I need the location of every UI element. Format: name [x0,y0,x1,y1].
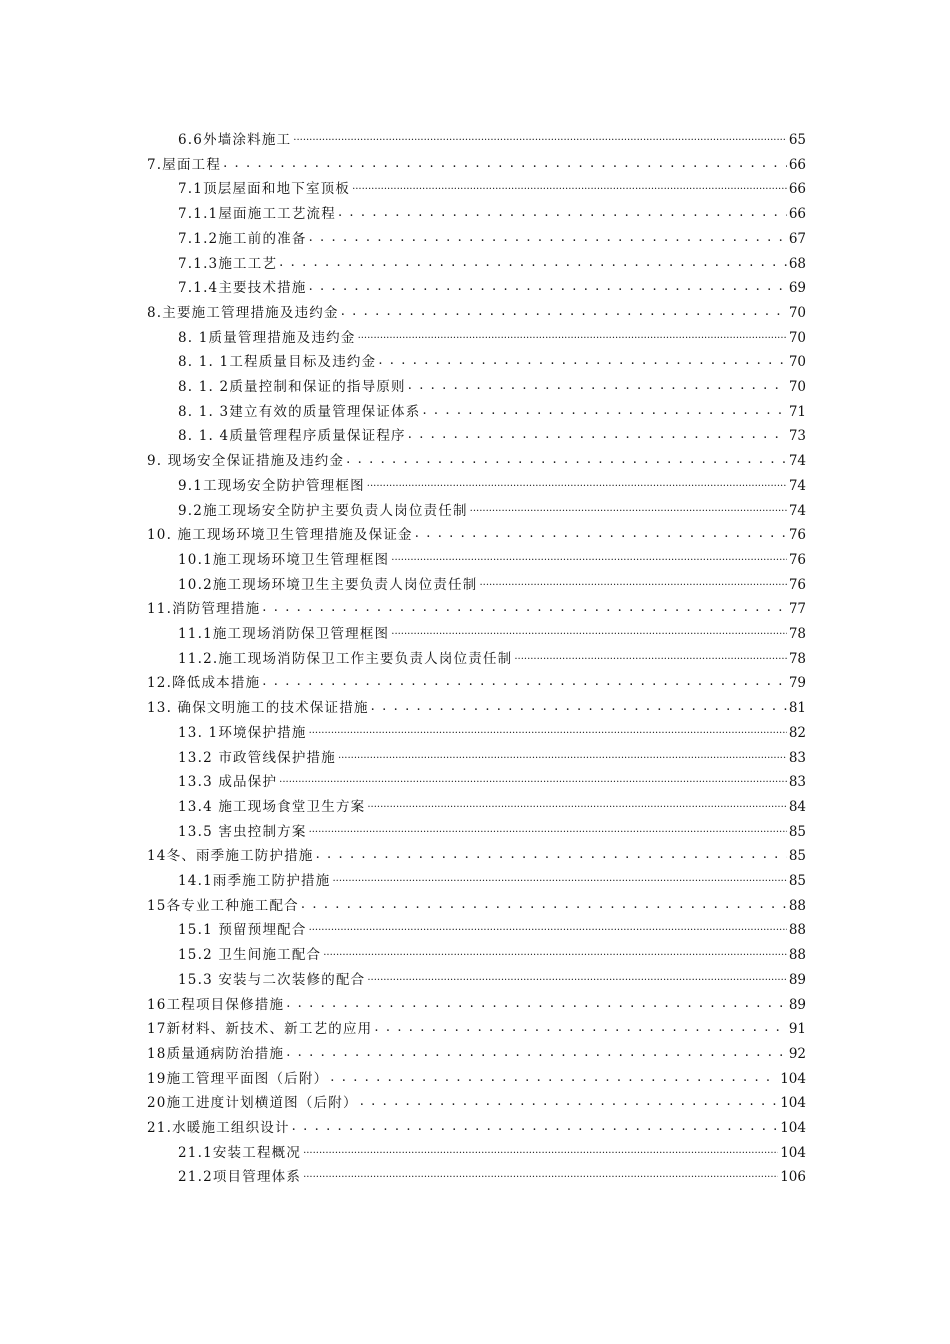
toc-entry-title: 8. 1. 4质量管理程序质量保证程序 [178,428,406,445]
toc-entry-title: 13.3 成品保护 [178,774,278,791]
toc-entry-page-number: 78 [788,650,806,667]
toc-entry-page-number: 66 [788,181,806,198]
toc-entry-page-number: 67 [788,230,806,247]
toc-dot-leader [309,726,787,738]
toc-entry-page-number: 70 [788,329,806,346]
toc-dot-leader [279,775,787,787]
toc-entry-page-number: 106 [780,1169,806,1186]
toc-entry-title: 13. 确保文明施工的技术保证措施 [147,700,369,717]
toc-entry-page-number: 66 [788,156,806,173]
toc-entry-title: 7.1.2施工前的准备 [178,230,307,247]
toc-entry-page-number: 70 [788,354,806,371]
toc-dot-leader [286,998,787,1010]
toc-entry[interactable] [147,519,806,543]
toc-dot-leader [367,479,787,491]
toc-entry-page-number: 88 [788,947,806,964]
toc-entry[interactable] [178,248,806,272]
toc-entry[interactable] [147,667,806,691]
toc-entry[interactable] [147,1013,806,1037]
toc-entry-title: 17新材料、新技术、新工艺的应用 [147,1021,373,1038]
toc-entry-page-number: 66 [788,206,806,223]
toc-entry-page-number: 85 [788,848,806,865]
toc-entry-title: 7.屋面工程 [147,156,222,173]
toc-entry-page-number: 89 [788,971,806,988]
toc-entry-page-number: 74 [788,453,806,470]
toc-entry-title: 15.2 卫生间施工配合 [178,947,322,964]
toc-entry[interactable] [178,223,806,247]
toc-entry-page-number: 70 [788,304,806,321]
toc-entry[interactable] [178,322,806,346]
toc-entry[interactable] [178,569,806,593]
toc-dot-leader [338,207,787,219]
toc-entry[interactable] [178,717,806,741]
toc-entry-page-number: 83 [788,774,806,791]
toc-entry-title: 14.1雨季施工防护措施 [178,873,331,889]
toc-entry[interactable] [178,914,806,938]
toc-dot-leader [332,874,786,886]
toc-entry-title: 15.3 安装与二次装修的配合 [178,971,366,988]
toc-entry[interactable] [178,865,806,889]
toc-entry-title: 13. 1环境保护措施 [178,724,307,741]
toc-entry[interactable] [147,1063,806,1087]
toc-entry-page-number: 83 [788,749,806,766]
toc-dot-leader [309,232,787,244]
toc-entry-page-number: 78 [788,626,806,642]
toc-entry[interactable] [147,1038,806,1062]
toc-entry-title: 13.2 市政管线保护措施 [178,749,336,766]
toc-dot-leader [303,1170,778,1182]
toc-entry-title: 10. 施工现场环境卫生管理措施及保证金 [147,527,413,544]
toc-entry-page-number: 77 [788,601,806,618]
toc-dot-leader [323,948,787,960]
toc-entry[interactable] [178,198,806,222]
toc-entry-page-number: 84 [788,798,806,815]
toc-dot-leader [286,1047,787,1059]
toc-dot-leader [367,800,786,812]
toc-dot-leader [470,504,787,516]
toc-entry[interactable] [147,297,806,321]
toc-entry-page-number: 76 [788,527,806,544]
toc-dot-leader [309,923,787,935]
toc-entry[interactable] [178,470,806,494]
toc-entry-title: 20施工进度计划横道图（后附） [147,1095,358,1112]
toc-dot-leader [408,380,787,392]
toc-entry-page-number: 69 [788,280,806,297]
toc-entry-title: 21.水暖施工组织设计 [147,1120,290,1136]
toc-dot-leader [346,454,787,466]
toc-entry-page-number: 68 [788,255,806,272]
toc-entry[interactable] [178,618,806,642]
toc-entry-title: 8. 1. 1工程质量目标及违约金 [178,354,377,371]
toc-entry-title: 14冬、雨季施工防护措施 [147,848,314,865]
toc-entry-title: 7.1.1屋面施工工艺流程 [178,206,336,223]
toc-dot-leader [391,627,787,639]
toc-entry-page-number: 104 [780,1120,806,1136]
toc-entry-title: 7.1.3施工工艺 [178,255,278,272]
toc-entry-title: 15.1 预留预埋配合 [178,922,307,939]
toc-entry-page-number: 76 [788,576,806,593]
toc-entry-title: 8. 1质量管理措施及违约金 [178,329,356,346]
toc-entry-title: 8. 1. 3建立有效的质量管理保证体系 [178,403,421,420]
toc-entry-page-number: 88 [788,897,806,914]
toc-dot-leader [408,429,787,441]
toc-entry-title: 8.主要施工管理措施及违约金 [147,304,339,321]
toc-entry[interactable] [178,396,806,420]
toc-entry[interactable] [178,742,806,766]
toc-entry[interactable] [147,989,806,1013]
toc-entry-page-number: 74 [788,477,806,494]
toc-dot-leader [223,158,787,170]
toc-entry[interactable] [178,420,806,444]
toc-entry-page-number: 71 [788,403,806,420]
toc-dot-leader [514,652,786,664]
toc-entry-title: 8. 1. 2质量控制和保证的指导原则 [178,379,406,395]
toc-entry[interactable] [178,173,806,197]
toc-dot-leader [330,1072,778,1084]
toc-dot-leader [338,751,787,763]
toc-entry[interactable] [178,766,806,790]
toc-entry-title: 12.降低成本措施 [147,675,261,692]
toc-entry[interactable] [178,939,806,963]
toc-dot-leader [292,1121,779,1133]
toc-entry-page-number: 85 [788,823,806,840]
toc-dot-leader [301,899,787,911]
toc-entry-page-number: 81 [788,700,806,717]
toc-entry[interactable] [178,346,806,370]
toc-entry-page-number: 79 [788,675,806,692]
toc-entry-page-number: 89 [788,996,806,1013]
toc-entry-title: 21.1安装工程概况 [178,1144,302,1161]
toc-entry-page-number: 104 [780,1070,806,1087]
toc-entry-page-number: 82 [788,724,806,741]
toc-entry-title: 19施工管理平面图（后附） [147,1070,329,1087]
toc-dot-leader [378,355,786,367]
toc-dot-leader [358,331,787,343]
toc-dot-leader [309,825,787,837]
toc-dot-leader [352,182,787,194]
toc-entry[interactable] [178,643,806,667]
toc-entry-page-number: 92 [788,1045,806,1062]
toc-entry[interactable] [147,1087,806,1111]
toc-entry[interactable] [178,1161,806,1185]
toc-dot-leader [309,281,787,293]
toc-entry[interactable] [147,1112,806,1136]
toc-entry-title: 18质量通病防治措施 [147,1045,285,1062]
toc-entry-page-number: 91 [788,1021,806,1038]
toc-entry[interactable] [147,445,806,469]
toc-entry-title: 7.1顶层屋面和地下室顶板 [178,181,351,198]
toc-dot-leader [391,553,787,565]
toc-entry[interactable] [178,371,806,395]
toc-entry[interactable] [147,692,806,716]
toc-entry-page-number: 76 [788,551,806,568]
toc-entry-page-number: 74 [788,502,806,519]
toc-dot-leader [341,306,787,318]
toc-dot-leader [262,602,787,614]
toc-entry-title: 10.2施工现场环境卫生主要负责人岗位责任制 [178,576,478,593]
toc-entry-title: 9.2施工现场安全防护主要负责人岗位责任制 [178,502,468,519]
toc-dot-leader [316,849,787,861]
toc-entry-page-number: 70 [788,379,806,395]
toc-entry[interactable] [147,593,806,617]
toc-entry-title: 6.6外墙涂料施工 [178,132,292,148]
toc-entry-page-number: 104 [780,1144,806,1161]
toc-entry-title: 7.1.4主要技术措施 [178,280,307,297]
toc-entry-page-number: 88 [788,922,806,939]
toc-dot-leader [303,1146,778,1158]
toc-dot-leader [415,528,787,540]
toc-entry-title: 11.1施工现场消防保卫管理框图 [178,626,390,642]
toc-dot-leader [360,1096,779,1108]
toc-dot-leader [374,1022,786,1034]
toc-entry-title: 9. 现场安全保证措施及违约金 [147,453,345,470]
toc-entry-title: 13.5 害虫控制方案 [178,823,307,840]
toc-entry[interactable] [178,495,806,519]
toc-entry-title: 16工程项目保修措施 [147,996,285,1013]
toc-entry-page-number: 65 [788,132,806,148]
toc-entry-page-number: 85 [788,873,806,889]
toc-dot-leader [279,257,787,269]
toc-entry[interactable] [178,964,806,988]
toc-dot-leader [479,578,786,590]
toc-entry-title: 15各专业工种施工配合 [147,897,299,914]
toc-dot-leader [262,676,787,688]
toc-entry-title: 11.消防管理措施 [147,601,261,618]
toc-entry[interactable] [178,816,806,840]
toc-entry[interactable] [147,149,806,173]
toc-dot-leader [422,405,786,417]
toc-entry-title: 10.1施工现场环境卫生管理框图 [178,551,390,568]
toc-entry[interactable] [178,124,806,148]
toc-dot-leader [371,701,787,713]
toc-dot-leader [367,973,786,985]
toc-entry[interactable] [178,1137,806,1161]
toc-entry-title: 21.2项目管理体系 [178,1169,302,1186]
toc-entry-page-number: 73 [788,428,806,445]
toc-entry[interactable] [147,890,806,914]
toc-entry[interactable] [178,544,806,568]
toc-entry[interactable] [147,840,806,864]
toc-entry-title: 9.1工现场安全防护管理框图 [178,477,365,494]
toc-entry-title: 11.2.施工现场消防保卫工作主要负责人岗位责任制 [178,650,513,667]
toc-entry-page-number: 104 [780,1095,806,1112]
toc-entry[interactable] [178,272,806,296]
toc-entry[interactable] [178,791,806,815]
toc-dot-leader [293,133,787,145]
toc-entry-title: 13.4 施工现场食堂卫生方案 [178,798,366,815]
